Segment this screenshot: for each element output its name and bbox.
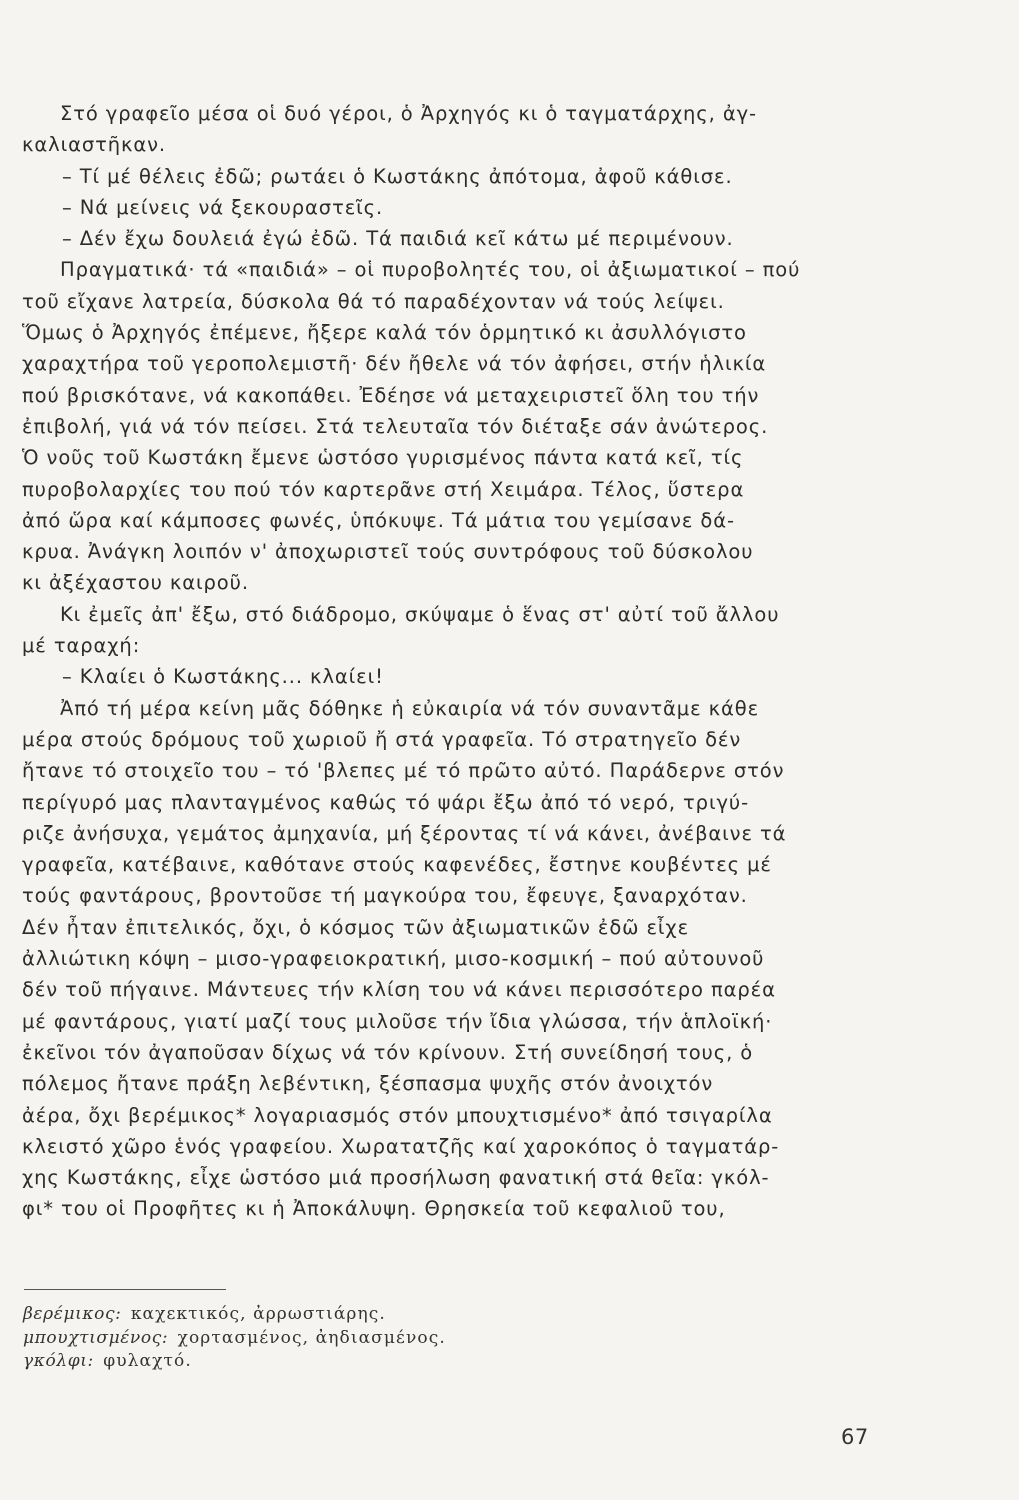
text-line: ἐκεῖνοι τόν ἀγαποῦσαν δίχως νά τόν κρίνουν. Στή συνείδησή τους, ὁ [22, 1040, 754, 1064]
text-line: – Νά μείνεις νά ξεκουραστεῖς. [62, 195, 384, 219]
text-line: ἀπό ὥρα καί κάμποσες φωνές, ὑπόκυψε. Τά μάτια του γεμίσανε δά- [22, 508, 735, 532]
footnote [23, 1350, 623, 1374]
footnote-definition: καχεκτικός, ἀρρωστιάρης. [130, 1304, 386, 1324]
text-line: Δέν ἦταν ἐπιτελικός, ὄχι, ὁ κόσμος τῶν ἀξιωματικῶν ἐδῶ εἶχε [22, 915, 690, 939]
footnote-term: βερέμικος: [23, 1304, 122, 1324]
text-line: ἐπιβολή, γιά νά τόν πείσει. Στά τελευταῖα τόν διέταξε σάν ἀνώτερος. [22, 414, 769, 438]
footnote [23, 1303, 623, 1327]
footnotes [23, 1303, 623, 1374]
text-line: μέ φαντάρους, γιατί μαζί τους μιλοῦσε τήν ἴδια γλώσσα, τήν ἁπλοϊκή· [22, 1009, 773, 1033]
text-line: φι* του οἱ Προφῆτες κι ἡ Ἀποκάλυψη. Θρησκεία τοῦ κεφαλιοῦ του, [22, 1197, 726, 1221]
text-line: τοῦ εἴχανε λατρεία, δύσκολα θά τό παραδέχονταν νά τούς λείψει. [22, 289, 725, 313]
text-line: Ἀπό τή μέρα κείνη μᾶς δόθηκε ἡ εὐκαιρία νά τόν συναντᾶμε κάθε [60, 696, 760, 720]
footnote-term: μπουχτισμένος: [23, 1327, 169, 1348]
text-line: Ὅμως ὁ Ἀρχηγός ἐπέμενε, ἤξερε καλά τόν ὁρμητικό κι ἀσυλλόγιστο [22, 321, 747, 345]
body-text [22, 98, 867, 1225]
text-line: μέρα στούς δρόμους τοῦ χωριοῦ ἤ στά γραφεῖα. Τό στρατηγεῖο δέν [22, 727, 742, 751]
text-line: τούς φαντάρους, βροντοῦσε τή μαγκούρα του, ἔφευγε, ξαναρχόταν. [22, 884, 748, 908]
text-line: πυροβολαρχίες του πού τόν καρτερᾶνε στή Χειμάρα. Τέλος, ὕστερα [22, 477, 745, 501]
text-line: χαραχτήρα τοῦ γεροπολεμιστῆ· δέν ἤθελε νά τόν ἀφήσει, στήν ἡλικία [22, 352, 767, 376]
text-line: κλειστό χῶρο ἑνός γραφείου. Χωρατατζῆς καί χαροκόπος ὁ ταγματάρ- [22, 1134, 780, 1158]
footnote-definition: φυλαχτό. [103, 1351, 192, 1371]
text-line: καλιαστῆκαν. [22, 133, 167, 157]
text-line: ἀέρα, ὄχι βερέμικος* λογαριασμός στόν μπουχτισμένο* ἀπό τσιγαρίλα [22, 1103, 773, 1127]
text-line: – Κλαίει ὁ Κωστάκης... κλαίει! [62, 665, 384, 689]
text-line: περίγυρό μας πλανταγμένος καθώς τό ψάρι ἔξω ἀπό τό νερό, τριγύ- [22, 790, 750, 814]
text-line: Στό γραφεῖο μέσα οἱ δυό γέροι, ὁ Ἀρχηγός κι ὁ ταγματάρχης, ἀγ- [60, 102, 757, 125]
text-line: γραφεῖα, κατέβαινε, καθότανε στούς καφενέδες, ἔστηνε κουβέντες μέ [22, 853, 772, 877]
text-line: ἤτανε τό στοιχεῖο του – τό 'βλεπες μέ τό πρῶτο αὐτό. Παράδερνε στόν [22, 759, 785, 783]
text-line: Ὁ νοῦς τοῦ Κωστάκη ἔμενε ὡστόσο γυρισμένος πάντα κατά κεῖ, τίς [22, 446, 744, 470]
text-line: δέν τοῦ πήγαινε. Μάντευες τήν κλίση του νά κάνει περισσότερο παρέα [22, 978, 776, 1002]
text-line: χης Κωστάκης, εἶχε ὡστόσο μιά προσήλωση φανατική στά θεῖα: γκόλ- [22, 1166, 770, 1190]
text-line: ριζε ἀνήσυχα, γεμάτος ἀμηχανία, μή ξέροντας τί νά κάνει, ἀνέβαινε τά [22, 821, 787, 845]
text-line: Κι ἐμεῖς ἀπ' ἔξω, στό διάδρομο, σκύψαμε ὁ ἕνας στ' αὐτί τοῦ ἄλλου [60, 602, 780, 626]
text-line: πού βρισκότανε, νά κακοπάθει. Ἐδέησε νά μεταχειριστεῖ ὅλη του τήν [22, 383, 760, 407]
footnote-divider [24, 1289, 226, 1290]
text-line: ἀλλιώτικη κόψη – μισο-γραφειοκρατική, μισο-κοσμική – πού αὐτουνοῦ [22, 947, 765, 971]
footnote-term: γκόλφι: [23, 1351, 94, 1371]
footnote [23, 1327, 623, 1351]
text-line: μέ ταραχή: [22, 634, 141, 658]
page-number: 67 [841, 1425, 869, 1449]
text-line: πόλεμος ἤτανε πράξη λεβέντικη, ξέσπασμα ψυχῆς στόν ἀνοιχτόν [22, 1072, 714, 1096]
text-line: – Τί μέ θέλεις ἐδῶ; ρωτάει ὁ Κωστάκης ἀπότομα, ἀφοῦ κάθισε. [62, 164, 733, 188]
text-line: κρυα. Ἀνάγκη λοιπόν ν' ἀποχωριστεῖ τούς συντρόφους τοῦ δύσκολου [22, 540, 754, 564]
text-line: – Δέν ἔχω δουλειά ἐγώ ἐδῶ. Τά παιδιά κεῖ κάτω μέ περιμένουν. [62, 227, 734, 251]
footnote-definition: χορτασμένος, ἀηδιασμένος. [177, 1327, 446, 1348]
text-line: κι ἀξέχαστου καιροῦ. [22, 571, 249, 595]
text-line: Πραγματικά· τά «παιδιά» – οἱ πυροβολητές του, οἱ ἀξιωματικοί – πού [60, 258, 801, 282]
